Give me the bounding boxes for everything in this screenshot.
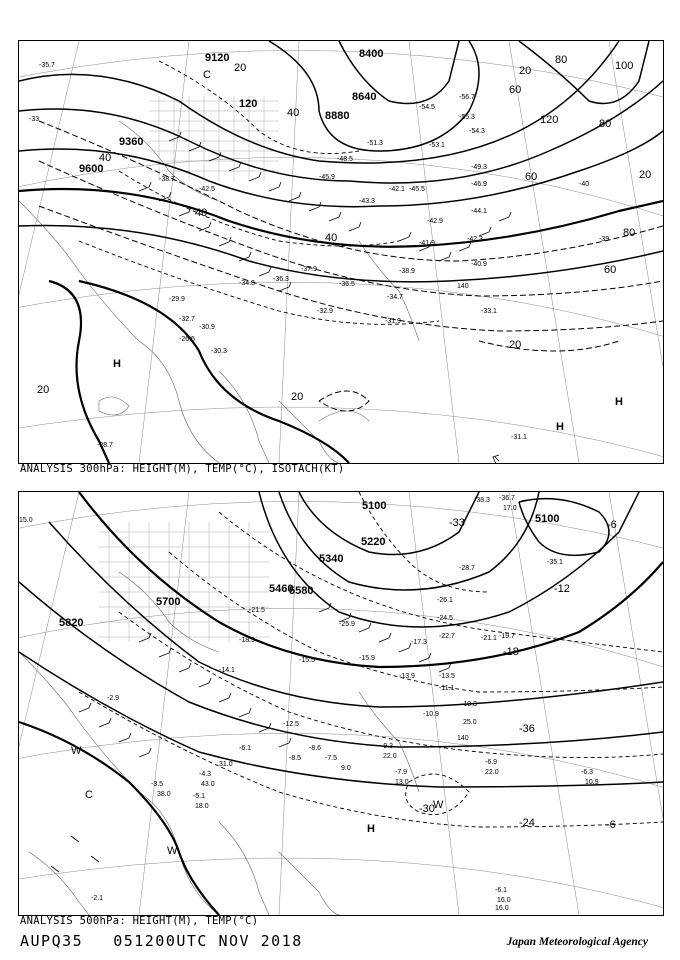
dewpoint-label: 16.0	[497, 897, 511, 904]
temp-label: -56.7	[459, 94, 475, 101]
temp-label: -24.5	[437, 615, 453, 622]
height-label: 5700	[156, 596, 181, 608]
temp-label: -38.3	[474, 497, 490, 504]
isotherm-label: -24	[519, 817, 535, 829]
temp-label: -46.9	[471, 181, 487, 188]
temp-label: -36.3	[273, 276, 289, 283]
dewpoint-label: 38.0	[157, 791, 171, 798]
temp-label: -53.1	[429, 142, 445, 149]
dewpoint-label: 25.0	[463, 719, 477, 726]
isotach-label: 120	[540, 114, 559, 126]
isotach-label: 80	[555, 54, 568, 66]
temp-label: -8.5	[289, 755, 302, 762]
temp-label: -44.1	[471, 208, 487, 215]
dewpoint-label: 22.0	[383, 753, 397, 760]
isotach-label: 40	[287, 107, 300, 119]
temp-label: -3.5	[151, 781, 164, 788]
height-label: 5460	[269, 583, 294, 595]
height-label: 5820	[59, 617, 84, 629]
temp-label: -38.7	[159, 176, 175, 183]
temp-label: -48.5	[337, 156, 353, 163]
dewpoint-label: 13.0	[395, 779, 409, 786]
temp-label: -8.6	[309, 745, 322, 752]
temp-label: -33.1	[481, 308, 497, 315]
dewpoint-label: 18.0	[195, 803, 209, 810]
isotach-label: 20	[509, 339, 522, 351]
temp-label: -6.1	[495, 887, 508, 894]
temp-label: -7.5	[325, 755, 338, 762]
temp-label: -13.9	[399, 673, 415, 680]
wind-barbs	[139, 132, 511, 463]
temp-label: -51.3	[367, 140, 383, 147]
product-header	[20, 932, 303, 950]
caption-300hpa: ANALYSIS 300hPa: HEIGHT(M), TEMP(°C), ISOTACH(KT)	[20, 463, 345, 475]
temp-label: -29.9	[169, 296, 185, 303]
high-pressure-center: H	[367, 823, 375, 835]
isotach-contours	[39, 121, 663, 411]
temp-label: -35.1	[547, 559, 563, 566]
isotach-label: 80	[623, 227, 636, 239]
temp-label: -55.3	[459, 114, 475, 121]
temp-label: -45.9	[319, 174, 335, 181]
height-label: 9600	[79, 163, 104, 175]
warm-center: W	[167, 845, 178, 857]
height-label: 8640	[352, 91, 377, 103]
temp-label: -45.5	[409, 186, 425, 193]
isotach-label: 20	[639, 169, 652, 181]
dewpoint-label: 22.0	[485, 769, 499, 776]
temp-label: -6.1	[239, 745, 252, 752]
temp-label: -42.1	[389, 186, 405, 193]
temp-label: -2.9	[107, 695, 120, 702]
dewpoint-label: 17.0	[503, 505, 517, 512]
temp-label: -2.1	[91, 895, 104, 902]
height-label: 8400	[359, 48, 384, 60]
height-label: 5100	[362, 500, 387, 512]
temp-label: -21.5	[249, 607, 265, 614]
temp-label: -17.3	[411, 639, 427, 646]
temp-label: -12.5	[283, 721, 299, 728]
isotherm-label: -33	[449, 517, 465, 529]
hatched-region	[99, 522, 269, 642]
temp-label: -10.3	[461, 701, 477, 708]
height-label: 9360	[119, 136, 144, 148]
temp-label: -21.1	[481, 635, 497, 642]
temp-label: -49.3	[471, 164, 487, 171]
temp-label: -26.1	[437, 597, 453, 604]
temp-label: -26.5	[179, 336, 195, 343]
isotach-label: 40	[325, 232, 338, 244]
temp-label: -33	[29, 116, 40, 123]
analysis-500hpa-map	[18, 491, 664, 916]
isotach-label: 40	[195, 207, 208, 219]
temp-label: -42.3	[467, 236, 483, 243]
dewpoint-label: 15.0	[19, 517, 33, 524]
temp-label: -22.7	[439, 633, 455, 640]
temp-label: -7.9	[395, 769, 408, 776]
temp-label: -5.1	[193, 793, 206, 800]
high-pressure-center: H	[556, 421, 564, 433]
isotherm-label: -6	[607, 519, 617, 531]
temp-label: -9.3	[381, 743, 394, 750]
temp-label: -32.9	[317, 308, 333, 315]
temp-label: -28.7	[459, 565, 475, 572]
temp-label: -15.9	[359, 655, 375, 662]
temp-label: -4.3	[199, 771, 212, 778]
temp-label: -36.5	[339, 281, 355, 288]
dewpoint-label: 16.0	[495, 905, 509, 912]
map-500hpa-svg	[19, 492, 663, 915]
height-label: 5100	[535, 513, 560, 525]
agency-credit: Japan Meteorological Agency	[506, 936, 648, 948]
temp-label: -18.5	[239, 637, 255, 644]
temp-label: -19.7	[499, 633, 515, 640]
height-label: 5340	[319, 553, 344, 565]
temp-label: -14.1	[219, 667, 235, 674]
temp-label: -54.5	[419, 104, 435, 111]
valid-time: 051200UTC NOV 2018	[113, 932, 303, 950]
isotach-label: 80	[599, 118, 612, 130]
analysis-300hpa-map	[18, 40, 664, 464]
temp-label: -43.3	[359, 198, 375, 205]
dewpoint-label: 31.0	[219, 761, 233, 768]
temp-label: -34.7	[387, 294, 403, 301]
temp-label: -42.9	[427, 218, 443, 225]
temp-label: -30.3	[211, 348, 227, 355]
temp-label: -41.9	[419, 240, 435, 247]
isotherm-label: -6	[606, 819, 616, 831]
warm-center: W	[71, 745, 82, 757]
dewpoint-label: 10.9	[585, 779, 599, 786]
cold-center: C	[85, 789, 93, 801]
dewpoint-label: 43.0	[201, 781, 215, 788]
temp-label: -40.9	[471, 261, 487, 268]
temp-label: -40	[579, 181, 590, 188]
height-contours	[19, 41, 663, 463]
isotherm-label: -12	[554, 583, 570, 595]
cold-center: C	[203, 69, 211, 81]
latlon-grid	[19, 41, 663, 463]
temp-label: -25.9	[339, 621, 355, 628]
temp-label: -31.9	[385, 318, 401, 325]
height-label: 5580	[289, 585, 314, 597]
isotach-label: 100	[615, 60, 634, 72]
temp-label: -6.9	[485, 759, 498, 766]
temp-label: -42.5	[199, 186, 215, 193]
temp-label: -54.3	[469, 128, 485, 135]
height-label: 9120	[205, 52, 230, 64]
temp-label: -39	[599, 236, 610, 243]
isotach-label: 40	[99, 152, 112, 164]
temp-label: -38.9	[399, 268, 415, 275]
temp-label: -10.9	[423, 711, 439, 718]
warm-center: W	[433, 799, 444, 811]
isotach-label: 20	[234, 62, 247, 74]
isotach-label: 60	[604, 264, 617, 276]
isotach-label: 20	[291, 391, 304, 403]
isotach-label: 60	[509, 84, 522, 96]
grid-longitude-label: 140	[457, 283, 469, 290]
temp-label: -15.5	[299, 657, 315, 664]
height-label: 5220	[361, 536, 386, 548]
temp-label: -32.7	[179, 316, 195, 323]
map-300hpa-svg	[19, 41, 663, 463]
temp-label: -13.5	[439, 673, 455, 680]
temp-label: -11.1	[439, 685, 455, 692]
dewpoint-label: 9.0	[341, 765, 351, 772]
isotherm-label: -30	[419, 803, 435, 815]
temp-label: -28.7	[97, 442, 113, 449]
temp-contours	[79, 61, 439, 324]
caption-500hpa: ANALYSIS 500hPa: HEIGHT(M), TEMP(°C)	[20, 915, 259, 927]
temp-label: -30.9	[199, 324, 215, 331]
isotach-label: 20	[37, 384, 50, 396]
product-id: AUPQ35	[20, 932, 84, 950]
high-pressure-center: H	[615, 396, 623, 408]
temp-label: -6.3	[581, 769, 594, 776]
temp-label: -31.1	[511, 434, 527, 441]
height-label: 8880	[325, 110, 350, 122]
isotherm-label: -18	[503, 646, 519, 658]
isotherm-label: -36	[519, 723, 535, 735]
high-pressure-center: H	[113, 358, 121, 370]
isotach-label: 20	[519, 65, 532, 77]
height-label: 120	[239, 98, 258, 110]
isotach-label: 60	[525, 171, 538, 183]
grid-longitude-label: 140	[457, 735, 469, 742]
temp-label: -34.3	[239, 280, 255, 287]
temp-label: -35.7	[39, 62, 55, 69]
temp-label: -37.9	[301, 266, 317, 273]
temp-label: -36.7	[499, 495, 515, 502]
